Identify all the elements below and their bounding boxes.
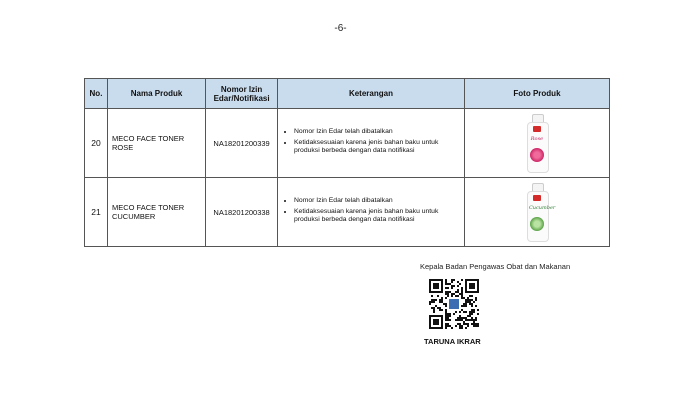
- permit-number: NA18201200338: [206, 178, 278, 247]
- photo-label: Rose: [530, 136, 544, 142]
- signatory-title: Kepala Badan Pengawas Obat dan Makanan: [420, 262, 571, 271]
- pink-toner-bottle-photo: [526, 114, 548, 172]
- product-name: MECO FACE TONER CUCUMBER: [107, 178, 205, 247]
- row-number: 20: [85, 109, 108, 178]
- photo-cell: [464, 109, 609, 178]
- product-table: [84, 78, 610, 247]
- signature-block: [420, 262, 620, 346]
- header-photo: Foto Produk: [464, 79, 609, 109]
- header-notes: Keterangan: [278, 79, 465, 109]
- table-row: [85, 109, 610, 178]
- header-product-name: Nama Produk: [107, 79, 205, 109]
- table-row: [85, 178, 610, 247]
- qr-code-signature-icon: [429, 279, 479, 329]
- green-toner-bottle-photo: [526, 183, 556, 241]
- notes-cell: [278, 178, 465, 247]
- signatory-name: TARUNA IKRAR: [424, 337, 481, 346]
- header-no: No.: [85, 79, 108, 109]
- row-number: 21: [85, 178, 108, 247]
- notes-cell: [278, 109, 465, 178]
- product-name: MECO FACE TONER ROSE: [107, 109, 205, 178]
- note-item: • Nomor Izin Edar telah dibatalkan: [294, 128, 460, 137]
- note-item: • Ketidaksesuaian karena jenis bahan baku untuk produksi berbeda dengan data notifikasi: [294, 139, 460, 156]
- page-number: -6-: [334, 23, 347, 34]
- photo-cell: [464, 178, 609, 247]
- notes-list: [282, 197, 460, 225]
- notes-list: [282, 128, 460, 156]
- permit-number: NA18201200339: [206, 109, 278, 178]
- note-item: • Nomor Izin Edar telah dibatalkan: [294, 197, 460, 206]
- photo-label: Cucumber: [528, 205, 556, 211]
- header-permit-number: Nomor Izin Edar/Notifikasi: [206, 79, 278, 109]
- note-item: • Ketidaksesuaian karena jenis bahan baku untuk produksi berbeda dengan data notifikasi: [294, 208, 460, 225]
- table-header-row: [85, 79, 610, 109]
